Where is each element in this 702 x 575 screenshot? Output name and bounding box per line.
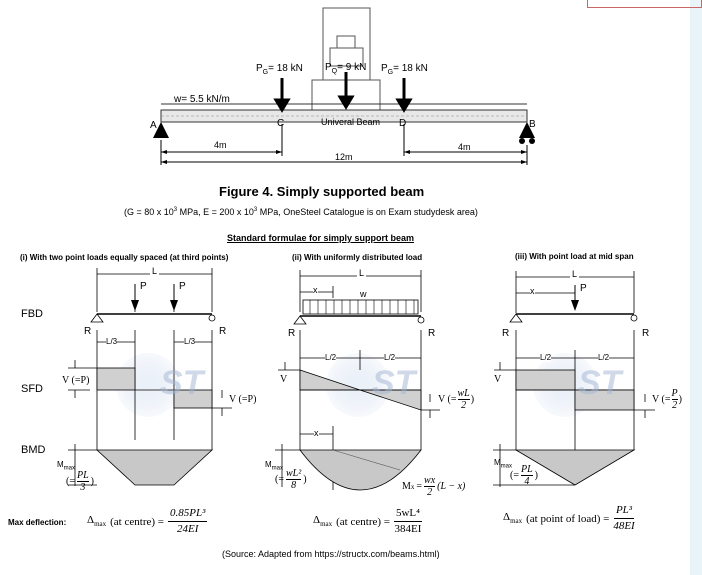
row-label-fbd: FBD [21,308,43,320]
case2-R-left: R [288,328,296,339]
case2-L2-right: L/2 [384,353,396,362]
case1-R-right: R [219,326,227,337]
case3-R-right: R [642,328,650,339]
case1-fbd-support-left [91,314,103,322]
case2-mmax: $M_{max}$ [265,460,284,472]
figure-title: Figure 4. Simply supported beam [219,184,425,199]
case3-L2-right: L/2 [598,353,610,362]
row-label-sfd: SFD [21,383,43,395]
point-d-label: D [399,118,407,129]
case1-mmax: $M_{max}$ [57,460,76,472]
case1-title: (i) With two point loads equally spaced (at third points) [20,253,229,262]
case2-V-left: V [280,374,288,385]
case3-R-left: R [502,328,510,339]
deflection-case3: $\Delta_{max}$ (at point of load) = $\frac{\text{PL³}}{48EI}$ [503,504,635,532]
case3-L2-left: L/2 [540,353,552,362]
deflection-case2: $\Delta_{max}$ (at centre) = $\frac{\text{5wL⁴}}{384EI}$ [313,507,422,535]
support-a-label: A [150,120,157,131]
case1-P1: P [140,281,147,292]
case2-title: (ii) With uniformly distributed load [292,253,423,262]
row-label-bmd: BMD [21,444,46,456]
point-load-label-3: $P_G= 18$ kN [381,63,428,76]
case1-P2: P [179,281,186,292]
case3-sfd-pos [516,370,575,390]
case2-mx-formula: M x = $\frac{wx}{2}$ (L − x) [402,475,466,498]
case3-V-left: V [494,374,502,385]
max-deflection-label: Max deflection: [8,518,67,527]
case3-P: P [580,283,587,294]
point-c-label: C [277,118,285,129]
case1-bmd [97,450,212,485]
point-load-label-2: $P_Q= 9$ kN [325,62,367,75]
right-sidebar-strip [690,0,702,575]
case2-w: w [360,289,367,299]
dim-left-label: 4m [214,140,227,150]
case1-sfd-pos [97,368,135,390]
case2-R-right: R [428,328,436,339]
udl-label: w= 5.5 kN/m [174,94,230,105]
case1-V-left: V (=P) [62,375,90,386]
case2-bmd-formula: (= $\frac{\text{wL²}}{8}$ ) [275,468,307,491]
case2-L: L [359,268,365,278]
case2-x: x [313,285,318,295]
case2-sfd-formula: V (= $\frac{wL}{2}$ ) [438,388,475,411]
formulae-heading: Standard formulae for simply support beam [227,233,415,243]
beam-label: Univeral Beam [321,117,381,127]
source-citation: (Source: Adapted from https://structx.com/beams.html) [222,549,440,559]
case3-L: L [572,269,578,279]
watermark-2: ST [372,364,416,402]
case3-bmd-formula: (= $\frac{PL}{4}$ ) [510,464,538,487]
case3-mmax: $M_{max}$ [494,458,513,470]
watermark-3: ST [578,364,622,402]
case2-x-bmd: x [314,428,319,438]
support-b-label: B [529,119,536,130]
case1-bmd-formula: (= $\frac{PL}{3}$ ) [66,470,94,493]
case1-R-left: R [84,326,92,337]
dim-total-label: 12m [335,152,353,162]
case3-title: (iii) With point load at mid span [515,252,634,261]
dim-right-label: 4m [458,142,471,152]
watermark-1: ST [160,364,204,402]
case1-V-right: V (=P) [229,394,257,405]
case3-x: x [530,286,535,296]
deflection-case1: $\Delta_{max}$ (at centre) = $\frac{\text{0.85PL³}}{24EI}$ [87,507,206,535]
point-load-label-1: $P_G= 18$ kN [256,63,303,76]
case1-L: L [152,266,158,276]
case1-L3-left: L/3 [106,337,118,346]
case3-sfd-formula: V (= $\frac{P}{2}$ ) [652,388,682,411]
figure-caption: (G = 80 x $10^3$ MPa, E = 200 x $10^3$ MPa, OneSteel Catalogue is on Exam studydesk area) [124,207,478,217]
case1-L3-right: L/3 [184,337,196,346]
case2-L2-left: L/2 [325,353,337,362]
